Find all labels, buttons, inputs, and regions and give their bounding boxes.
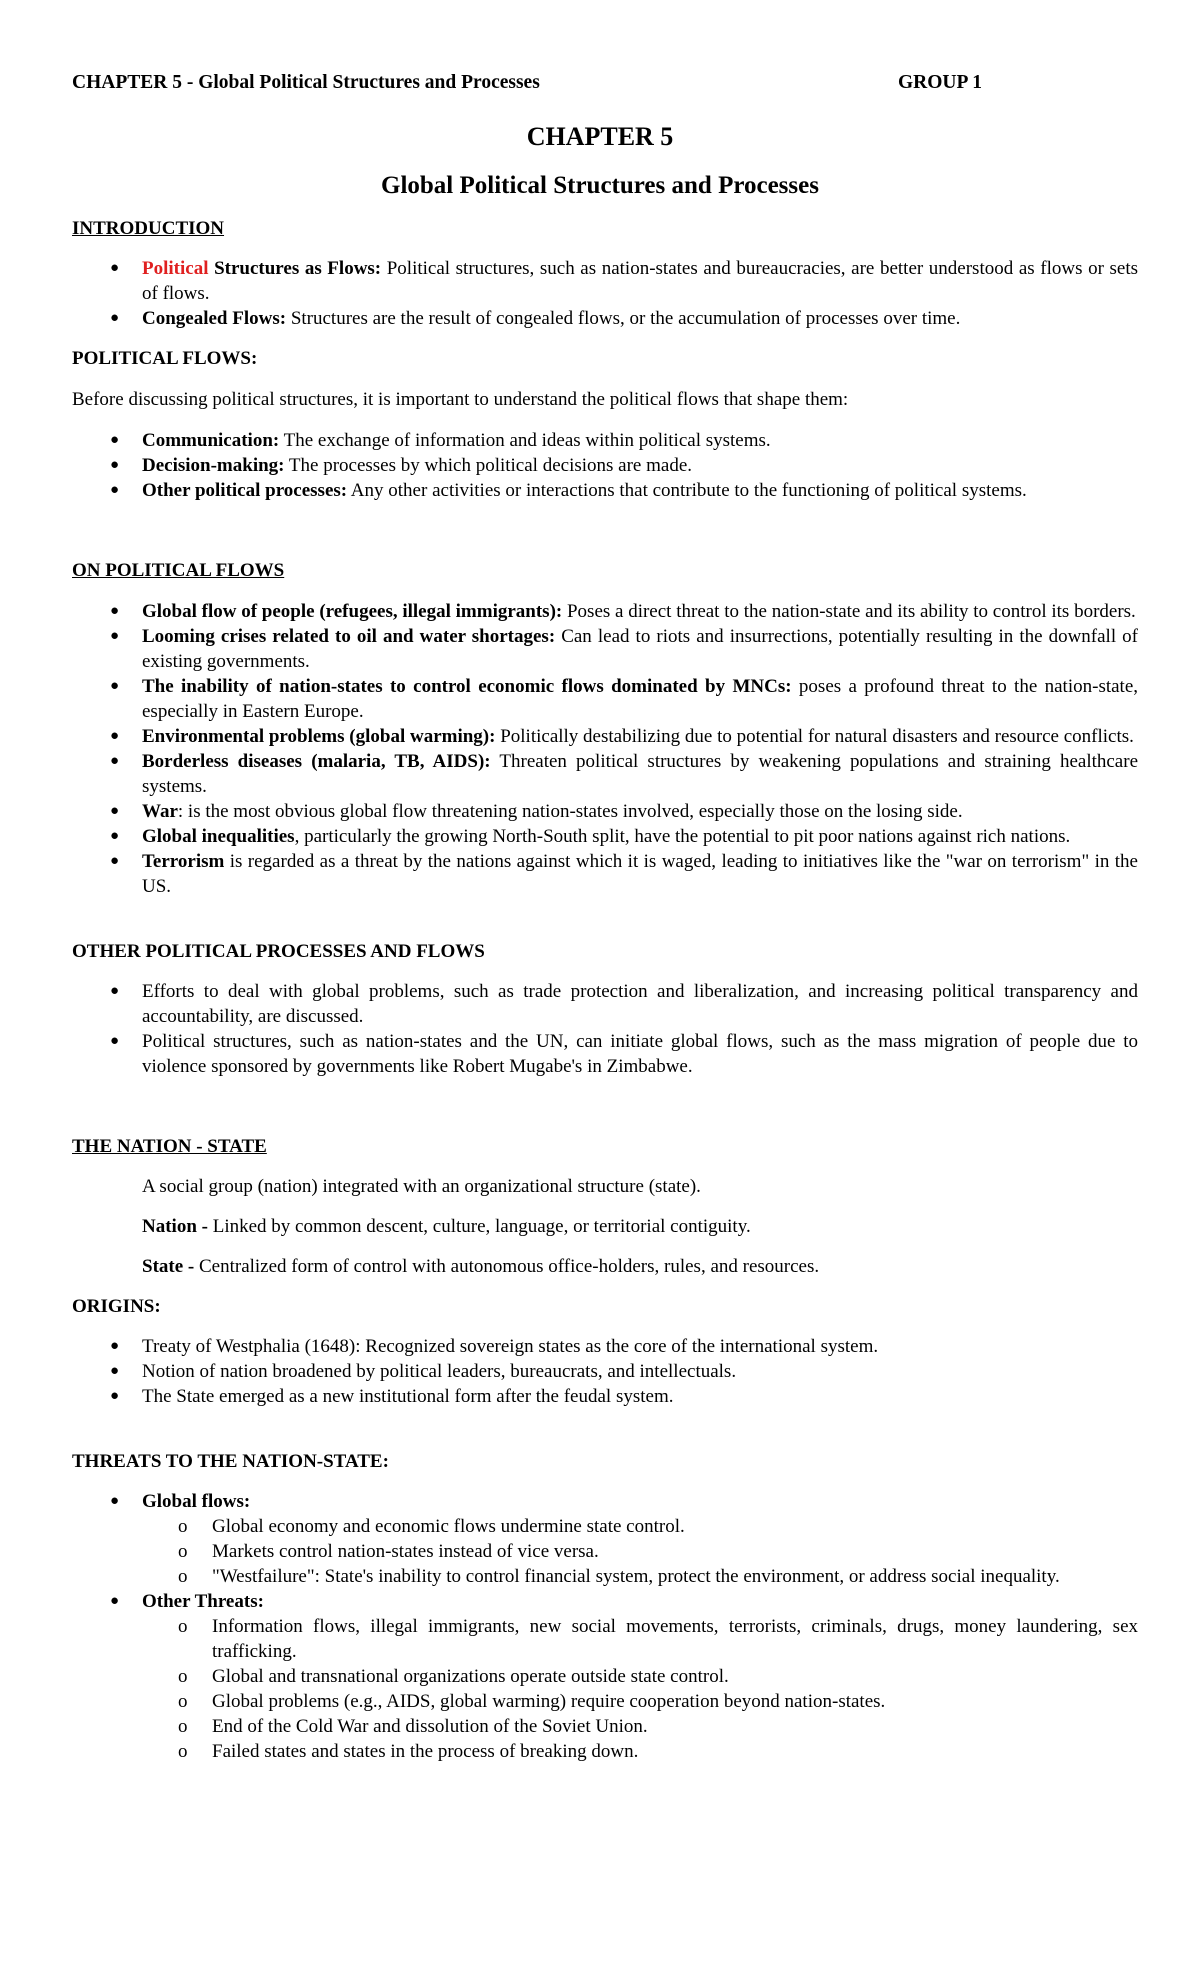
origins-heading: ORIGINS: bbox=[72, 1296, 161, 1317]
bullet-icon: ● bbox=[110, 803, 120, 819]
list-item bbox=[72, 1589, 1138, 1764]
item-lead: Structures as Flows: bbox=[208, 258, 382, 279]
bullet-icon: ● bbox=[110, 828, 120, 844]
circle-bullet-icon: o bbox=[178, 1716, 188, 1737]
list-item bbox=[72, 799, 1138, 824]
sub-list-item bbox=[72, 1564, 1138, 1589]
list-item bbox=[72, 599, 1138, 624]
list-item bbox=[72, 1334, 1138, 1359]
item-text: The exchange of information and ideas within political systems. bbox=[279, 430, 771, 451]
item-text: Political structures, such as nation-states and the UN, can initiate global flows, such as the mass migration of people due to violence sponsored by governments like Robert Mugabe's in Zimbabwe. bbox=[142, 1031, 1138, 1077]
political-flows-heading: POLITICAL FLOWS: bbox=[72, 348, 258, 369]
item-text: Global problems (e.g., AIDS, global warming) require cooperation beyond nation-states. bbox=[212, 1691, 886, 1712]
list-item bbox=[72, 453, 1138, 478]
circle-bullet-icon: o bbox=[178, 1691, 188, 1712]
introduction-heading: INTRODUCTION bbox=[72, 218, 225, 239]
item-lead: The inability of nation-states to control economic flows dominated by MNCs: bbox=[142, 676, 792, 697]
bullet-icon: ● bbox=[110, 260, 120, 276]
item-text: poses a profound threat to the nation-state, especially in Eastern Europe. bbox=[142, 676, 1139, 722]
nation-state-heading: THE NATION - STATE bbox=[72, 1136, 267, 1157]
list-item bbox=[72, 306, 1138, 331]
item-lead: Terrorism bbox=[142, 851, 225, 872]
state-lead: State - bbox=[142, 1256, 195, 1277]
circle-bullet-icon: o bbox=[178, 1516, 188, 1537]
threats-heading: THREATS TO THE NATION-STATE: bbox=[72, 1451, 389, 1472]
other-processes-list bbox=[72, 979, 1138, 1079]
bullet-icon: ● bbox=[110, 432, 120, 448]
state-definition bbox=[72, 1254, 1138, 1279]
on-political-flows-list bbox=[72, 599, 1138, 899]
item-lead: Decision-making: bbox=[142, 455, 285, 476]
item-lead: Environmental problems (global warming): bbox=[142, 726, 496, 747]
item-text: The processes by which political decisions are made. bbox=[284, 455, 692, 476]
sub-list-item bbox=[72, 1664, 1138, 1689]
item-text: , particularly the growing North-South split, have the potential to pit poor nations against rich nations. bbox=[294, 826, 1071, 847]
political-flows-intro: Before discussing political structures, it is important to understand the political flows that shape them: bbox=[72, 389, 849, 410]
political-flows-list bbox=[72, 428, 1138, 503]
sub-list-item bbox=[72, 1614, 1138, 1664]
item-text: Politically destabilizing due to potential for natural disasters and resource conflicts. bbox=[495, 726, 1134, 747]
item-text: Treaty of Westphalia (1648): Recognized sovereign states as the core of the international system. bbox=[142, 1336, 879, 1357]
bullet-icon: ● bbox=[110, 457, 120, 473]
item-text: "Westfailure": State's inability to control financial system, protect the environment, or address social inequality. bbox=[212, 1566, 1060, 1587]
bullet-icon: ● bbox=[110, 753, 120, 769]
origins-list bbox=[72, 1334, 1138, 1409]
item-text: End of the Cold War and dissolution of the Soviet Union. bbox=[212, 1716, 648, 1737]
item-text: is regarded as a threat by the nations against which it is waged, leading to initiatives like the "war on terrorism" in the US. bbox=[142, 851, 1138, 897]
circle-bullet-icon: o bbox=[178, 1666, 188, 1687]
list-item bbox=[72, 478, 1138, 503]
item-lead: Other Threats: bbox=[142, 1591, 264, 1612]
item-lead: Borderless diseases (malaria, TB, AIDS): bbox=[142, 751, 491, 772]
bullet-icon: ● bbox=[110, 853, 120, 869]
bullet-icon: ● bbox=[110, 728, 120, 744]
nation-state-definition: A social group (nation) integrated with an organizational structure (state). bbox=[142, 1176, 701, 1197]
item-lead: Looming crises related to oil and water shortages: bbox=[142, 626, 556, 647]
bullet-icon: ● bbox=[110, 310, 120, 326]
nation-text: Linked by common descent, culture, language, or territorial contiguity. bbox=[207, 1216, 751, 1237]
list-item bbox=[72, 1359, 1138, 1384]
list-item bbox=[72, 624, 1138, 674]
page-header bbox=[72, 72, 1138, 100]
circle-bullet-icon: o bbox=[178, 1616, 188, 1637]
introduction-list bbox=[72, 256, 1138, 331]
header-chapter-title: CHAPTER 5 - Global Political Structures and Processes bbox=[72, 72, 540, 93]
item-text: Can lead to riots and insurrections, potentially resulting in the downfall of existing governments. bbox=[142, 626, 1138, 672]
bullet-icon: ● bbox=[110, 1338, 120, 1354]
list-item bbox=[72, 749, 1138, 799]
list-item bbox=[72, 1489, 1138, 1589]
list-item bbox=[72, 674, 1138, 724]
bullet-icon: ● bbox=[110, 1033, 120, 1049]
nation-definition bbox=[72, 1214, 1138, 1239]
nation-lead: Nation - bbox=[142, 1216, 208, 1237]
item-text: : is the most obvious global flow threatening nation-states involved, especially those on the losing side. bbox=[177, 801, 963, 822]
bullet-icon: ● bbox=[110, 482, 120, 498]
header-group: GROUP 1 bbox=[898, 72, 982, 93]
item-text: Global economy and economic flows undermine state control. bbox=[212, 1516, 685, 1537]
list-item bbox=[72, 1029, 1138, 1079]
chapter-number: CHAPTER 5 bbox=[526, 122, 674, 151]
item-lead: Global flows: bbox=[142, 1491, 251, 1512]
bullet-icon: ● bbox=[110, 1593, 120, 1609]
bullet-icon: ● bbox=[110, 1363, 120, 1379]
global-flows-sublist bbox=[72, 1514, 1138, 1589]
item-text: Information flows, illegal immigrants, new social movements, terrorists, criminals, drugs, money laundering, sex trafficking. bbox=[212, 1616, 1138, 1662]
circle-bullet-icon: o bbox=[178, 1741, 188, 1762]
list-item bbox=[72, 824, 1138, 849]
sub-list-item bbox=[72, 1739, 1138, 1764]
item-text: Global and transnational organizations operate outside state control. bbox=[212, 1666, 729, 1687]
item-text: The State emerged as a new institutional form after the feudal system. bbox=[142, 1386, 674, 1407]
item-text: Failed states and states in the process of breaking down. bbox=[212, 1741, 639, 1762]
sub-list-item bbox=[72, 1539, 1138, 1564]
bullet-icon: ● bbox=[110, 603, 120, 619]
red-term: Political bbox=[142, 258, 209, 279]
item-lead: Other political processes: bbox=[142, 480, 348, 501]
bullet-icon: ● bbox=[110, 983, 120, 999]
list-item bbox=[72, 724, 1138, 749]
item-text: Any other activities or interactions that contribute to the functioning of political systems. bbox=[347, 480, 1027, 501]
bullet-icon: ● bbox=[110, 1493, 120, 1509]
item-lead: Communication: bbox=[142, 430, 280, 451]
state-text: Centralized form of control with autonomous office-holders, rules, and resources. bbox=[194, 1256, 820, 1277]
item-text: Notion of nation broadened by political leaders, bureaucrats, and intellectuals. bbox=[142, 1361, 737, 1382]
circle-bullet-icon: o bbox=[178, 1566, 188, 1587]
item-text: Poses a direct threat to the nation-state and its ability to control its borders. bbox=[562, 601, 1136, 622]
sub-list-item bbox=[72, 1689, 1138, 1714]
other-processes-heading: OTHER POLITICAL PROCESSES AND FLOWS bbox=[72, 941, 485, 962]
circle-bullet-icon: o bbox=[178, 1541, 188, 1562]
bullet-icon: ● bbox=[110, 678, 120, 694]
chapter-title: Global Political Structures and Processes bbox=[381, 172, 819, 199]
item-text: Political structures, such as nation-states and bureaucracies, are better understood as flows or sets of flows. bbox=[142, 258, 1138, 304]
on-political-flows-heading: ON POLITICAL FLOWS bbox=[72, 560, 285, 581]
item-lead: Congealed Flows: bbox=[142, 308, 287, 329]
list-item bbox=[72, 256, 1138, 306]
other-threats-sublist bbox=[72, 1614, 1138, 1764]
sub-list-item bbox=[72, 1714, 1138, 1739]
item-text: Threaten political structures by weakening populations and straining healthcare systems. bbox=[142, 751, 1138, 797]
sub-list-item bbox=[72, 1514, 1138, 1539]
list-item bbox=[72, 979, 1138, 1029]
threats-list bbox=[72, 1489, 1138, 1764]
item-text: Structures are the result of congealed flows, or the accumulation of processes over time. bbox=[286, 308, 961, 329]
item-lead: Global flow of people (refugees, illegal immigrants): bbox=[142, 601, 563, 622]
item-text: Markets control nation-states instead of vice versa. bbox=[212, 1541, 599, 1562]
item-lead: Global inequalities bbox=[142, 826, 295, 847]
document-body bbox=[72, 216, 1138, 1764]
bullet-icon: ● bbox=[110, 1388, 120, 1404]
item-lead: War bbox=[142, 801, 178, 822]
item-text: Efforts to deal with global problems, such as trade protection and liberalization, and increasing political transparency and accountability, are discussed. bbox=[142, 981, 1138, 1027]
bullet-icon: ● bbox=[110, 628, 120, 644]
list-item bbox=[72, 849, 1138, 899]
list-item bbox=[72, 428, 1138, 453]
list-item bbox=[72, 1384, 1138, 1409]
